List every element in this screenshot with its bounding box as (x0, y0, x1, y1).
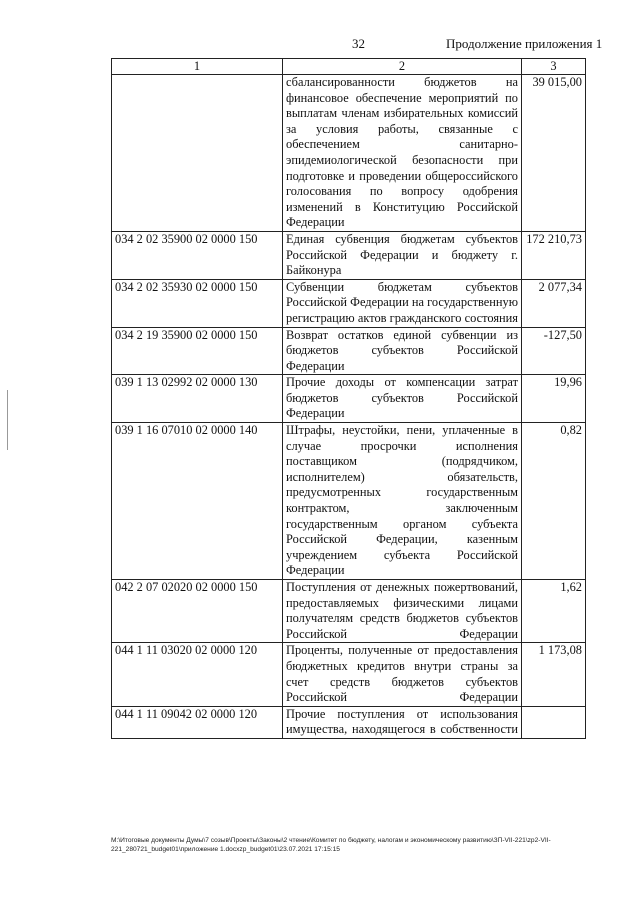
row-amount: 19,96 (522, 375, 586, 423)
table-row (112, 706, 586, 738)
page-number: 32 (352, 36, 365, 51)
row-code (112, 75, 283, 232)
continuation-label: Продолжение приложения 1 (446, 36, 603, 51)
row-amount: 172 210,73 (522, 231, 586, 279)
row-code: 042 2 07 02020 02 0000 150 (112, 580, 283, 643)
row-name: Прочие поступления от использования имущества, находящегося в собственности (283, 706, 522, 738)
row-name: Прочие доходы от компенсации затрат бюджетов субъектов Российской Федерации (283, 375, 522, 423)
row-code: 034 2 19 35900 02 0000 150 (112, 327, 283, 375)
row-code: 039 1 13 02992 02 0000 130 (112, 375, 283, 423)
column-header-1: 1 (112, 59, 283, 75)
table-row (112, 580, 586, 643)
row-amount: -127,50 (522, 327, 586, 375)
row-name: Проценты, полученные от предоставления бюджетных кредитов внутри страны за счет средств бюджетов субъектов Российской Федерации (283, 643, 522, 706)
row-amount (522, 706, 586, 738)
row-name: сбалансированности бюджетов на финансовое обеспечение мероприятий по выплатам членам избирательных комиссий за условия работы, связанные с обеспечением санитарно-эпидемиологической безопасности при подготовке и проведении общероссийского голосования по вопросу одобрения изменений в Конституцию Российской Федерации (283, 75, 522, 232)
column-header-2: 2 (283, 59, 522, 75)
budget-table (111, 58, 586, 739)
table-row (112, 279, 586, 327)
table-row (112, 231, 586, 279)
row-name: Штрафы, неустойки, пени, уплаченные в случае просрочки исполнения поставщиком (подрядчиком, исполнителем) обязательств, предусмотренных государственным контрактом, заключенным государственным органом субъекта Российской Федерации, казенным учреждением субъекта Российской Федерации (283, 423, 522, 580)
column-header-3: 3 (522, 59, 586, 75)
row-amount: 39 015,00 (522, 75, 586, 232)
document-path-footer: M:\Итоговые документы Думы\7 созыв\Проекты\Законы\2 чтение\Комитет по бюджету, налогам и экономическому развитию\ЗП-VII-221\zp2-VII-221_280721_budget01\приложение 1.docxzp_budget01\23.07.2021 17:15:15 (111, 837, 551, 853)
row-code: 034 2 02 35900 02 0000 150 (112, 231, 283, 279)
row-name: Субвенции бюджетам субъектов Российской Федерации на государственную регистрацию актов гражданского состояния (283, 279, 522, 327)
row-amount: 0,82 (522, 423, 586, 580)
table-row (112, 375, 586, 423)
row-name: Поступления от денежных пожертвований, предоставляемых физическими лицами получателям средств бюджетов субъектов Российской Федерации (283, 580, 522, 643)
row-code: 044 1 11 09042 02 0000 120 (112, 706, 283, 738)
row-amount: 2 077,34 (522, 279, 586, 327)
table-row (112, 327, 586, 375)
row-name: Возврат остатков единой субвенции из бюджетов субъектов Российской Федерации (283, 327, 522, 375)
row-name: Единая субвенция бюджетам субъектов Российской Федерации и бюджету г. Байконура (283, 231, 522, 279)
row-code: 034 2 02 35930 02 0000 150 (112, 279, 283, 327)
table-header (112, 59, 586, 75)
table-row (112, 643, 586, 706)
table-body (112, 75, 586, 739)
table-row (112, 423, 586, 580)
row-code: 044 1 11 03020 02 0000 120 (112, 643, 283, 706)
scan-edge-mark (7, 390, 8, 450)
row-amount: 1,62 (522, 580, 586, 643)
row-amount: 1 173,08 (522, 643, 586, 706)
row-code: 039 1 16 07010 02 0000 140 (112, 423, 283, 580)
table-row (112, 75, 586, 232)
